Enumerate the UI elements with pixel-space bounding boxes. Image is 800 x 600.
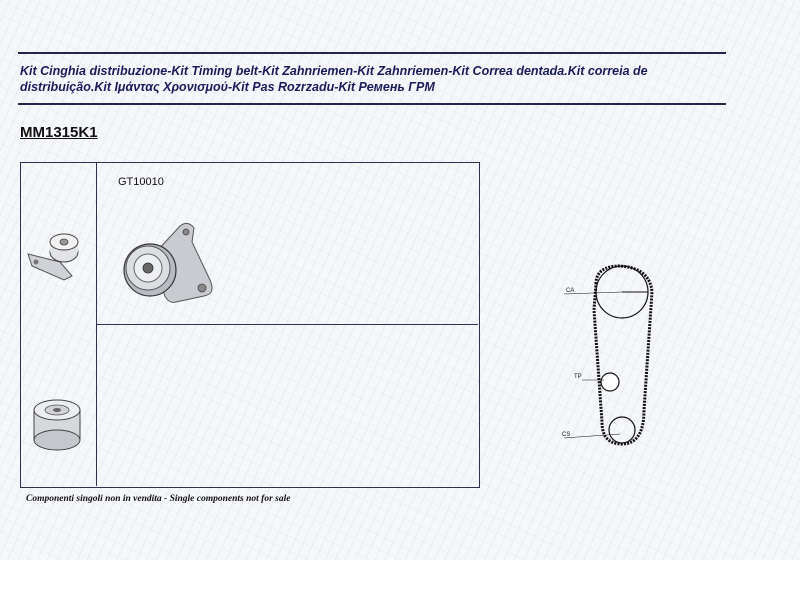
belt-routing-diagram xyxy=(560,262,670,452)
footer-note: Componenti singoli non in vendita - Single components not for sale xyxy=(26,494,291,504)
table-row-divider xyxy=(96,324,478,325)
tensioner-code: GT10010 xyxy=(118,176,164,188)
tensioner-label: TP xyxy=(574,374,582,380)
part-code: MM1315K1 xyxy=(20,124,98,141)
tensioner-pulley-icon xyxy=(118,220,218,316)
header-divider xyxy=(18,103,726,105)
crankshaft-label: CS xyxy=(562,432,571,438)
tensioner-pulley xyxy=(601,373,619,391)
idler-pulley-icon xyxy=(30,392,84,454)
kit-title: Kit Cinghia distribuzione-Kit Timing belt-Kit Zahnriemen-Kit Zahnriemen-Kit Correa dentada.Kit correia de distribuição.Kit Ιμάντας Χρονισμού-Kit Pas Rozrzadu-Kit Ремень ГРМ xyxy=(20,64,648,94)
camshaft-label: CA xyxy=(566,288,575,294)
tensioner-thumbnail-icon xyxy=(24,232,88,284)
components-table xyxy=(20,162,480,488)
crankshaft-pulley xyxy=(609,417,635,443)
top-divider xyxy=(18,52,726,54)
